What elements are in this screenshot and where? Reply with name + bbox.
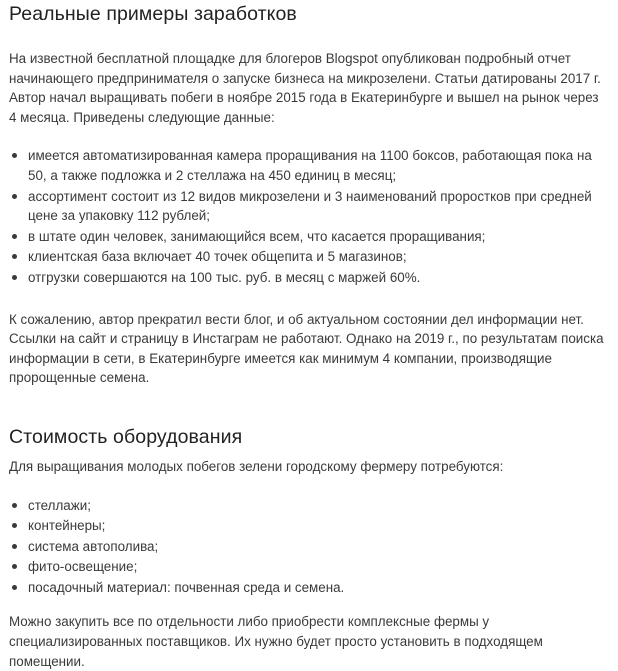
earnings-intro-paragraph: На известной бесплатной площадке для блогеров Blogspot опубликован подробный отчет начинающего предпринимателя о запуске бизнеса на микрозелени. Статьи датированы 2017 г. Автор начал выращивать побеги в ноябре 2015 года в Екатеринбурге и вышел на рынок через 4 месяца. Приведены следующие данные: — [9, 51, 601, 125]
list-item-text: клиентская база включает 40 точек общепита и 5 магазинов; — [28, 249, 407, 265]
list-item — [9, 187, 609, 226]
list-item-text: система автополива; — [28, 538, 159, 554]
bullet-icon — [12, 153, 17, 158]
bullet-icon — [12, 544, 17, 549]
list-item — [9, 496, 609, 516]
list-item — [9, 146, 609, 185]
bullet-icon — [12, 564, 17, 569]
bullet-icon — [12, 503, 17, 508]
bullet-icon — [12, 523, 17, 528]
bullet-icon — [12, 275, 17, 280]
list-item — [9, 557, 609, 577]
list-item — [9, 516, 609, 536]
article-body — [9, 0, 609, 671]
list-item-text: ассортимент состоит из 12 видов микрозелени и 3 наименований проростков при средней цене за упаковку 112 рублей; — [28, 188, 592, 224]
list-item-text: стеллажи; — [28, 497, 91, 513]
list-item-text: отгрузки совершаются на 100 тыс. руб. в месяц с маржей 60%. — [28, 269, 421, 285]
earnings-conclusion-paragraph: К сожалению, автор прекратил вести блог, и об актуальном состоянии дел информации нет. Ссылки на сайт и страницу в Инстаграм не работают. Однако на 2019 г., по результатам поиска информации в сети, в Екатеринбурге имеется как минимум 4 компании, производящие пророщенные семена. — [9, 311, 604, 386]
bullet-icon — [12, 585, 17, 590]
equipment-list — [9, 496, 609, 598]
list-item — [9, 247, 609, 267]
earnings-facts-list — [9, 146, 609, 287]
list-item-text: посадочный материал: почвенная среда и семена. — [28, 579, 345, 595]
bullet-icon — [12, 254, 17, 259]
equipment-intro-paragraph: Для выращивания молодых побегов зелени городскому фермеру потребуются: — [9, 458, 504, 474]
equipment-conclusion-paragraph: Можно закупить все по отдельности либо приобрести комплексные фермы у специализированных поставщиков. Их нужно будет просто установить в подходящем помещении. — [9, 614, 543, 669]
list-item-text: в штате один человек, занимающийся всем, что касается проращивания; — [28, 228, 486, 244]
list-item — [9, 578, 609, 598]
bullet-icon — [12, 194, 17, 199]
list-item-text: фито-освещение; — [28, 559, 138, 575]
section-heading-earnings: Реальные примеры заработков — [9, 3, 297, 25]
list-item-text: контейнеры; — [28, 518, 106, 534]
list-item — [9, 227, 609, 247]
list-item — [9, 268, 609, 288]
section-heading-equipment-cost: Стоимость оборудования — [9, 425, 243, 448]
bullet-icon — [12, 234, 17, 239]
list-item-text: имеется автоматизированная камера проращивания на 1100 боксов, работающая пока на 50, а также подложка и 2 стеллажа на 450 единиц в месяц; — [28, 148, 592, 183]
list-item — [9, 537, 609, 557]
